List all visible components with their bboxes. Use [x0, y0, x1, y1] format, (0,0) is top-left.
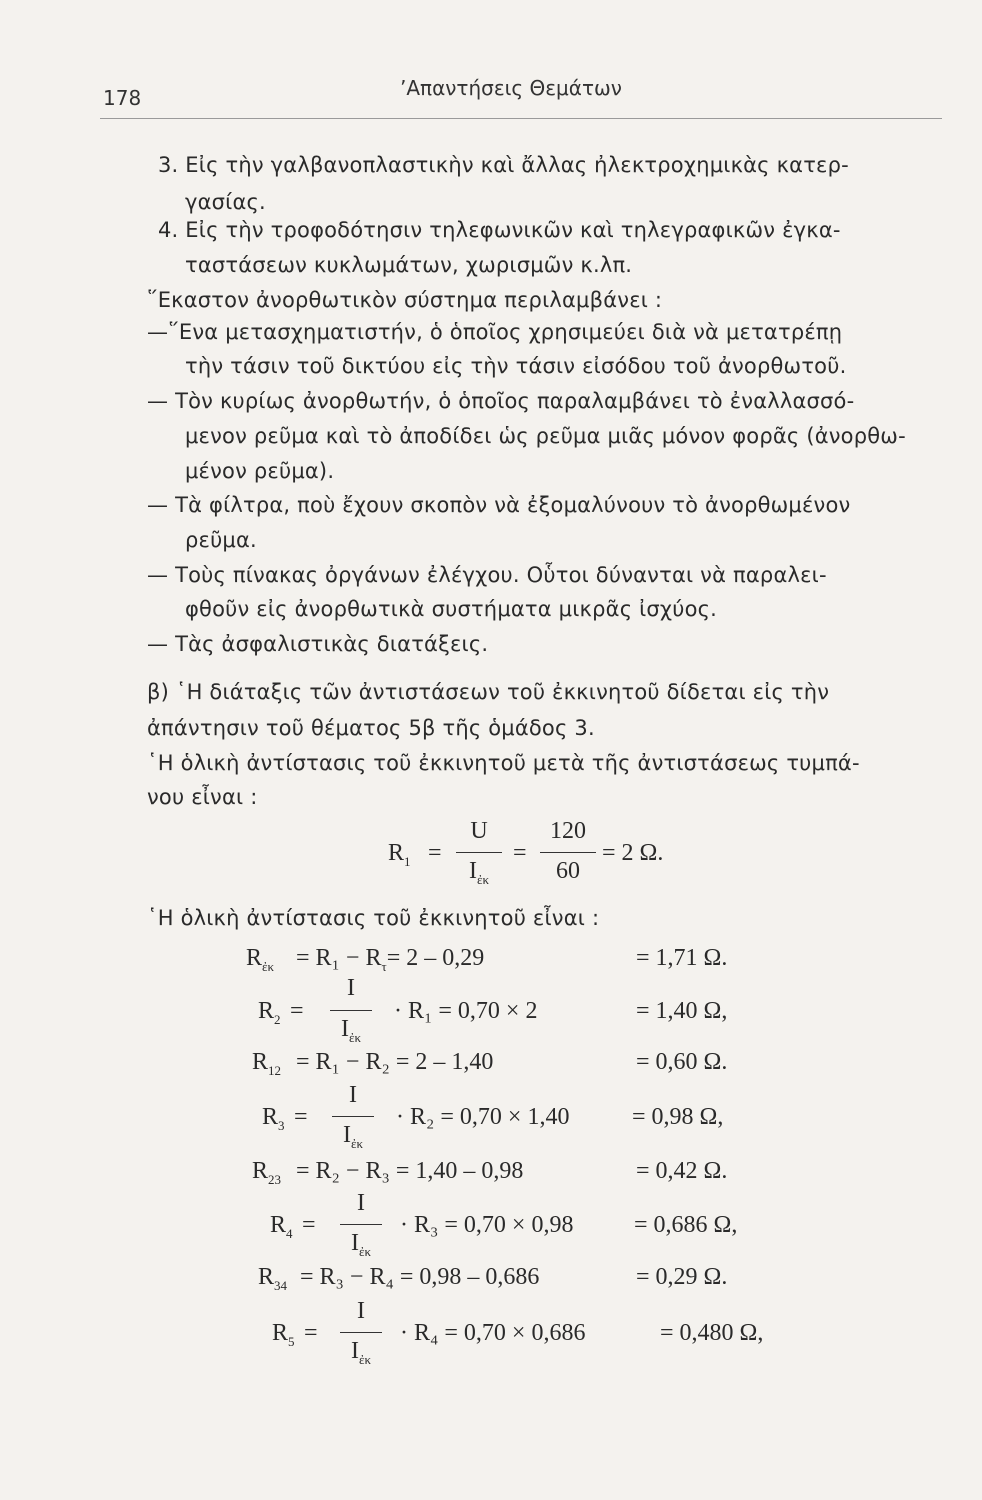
eq-lhs: $R_5$: [272, 1320, 295, 1349]
eq-lhs: $R_{23}$: [252, 1158, 282, 1187]
eq-numerator: I: [357, 1190, 365, 1216]
fraction-bar: [540, 852, 596, 853]
eq-result: = 0,98 Ω,: [632, 1104, 724, 1130]
eq-expression: · R₂ = 0,70 × 1,40: [396, 1104, 570, 1130]
eq-lhs: $R_{ἐ\kappa}$: [246, 945, 275, 974]
eq-expression: = R₁ − R₂ = 2 – 1,40: [296, 1049, 494, 1075]
eq-numerator: 120: [550, 818, 586, 844]
eq-sign: =: [302, 1212, 316, 1238]
text-line: 3. Εἰς τὴν γαλβανοπλαστικὴν καὶ ἄλλας ἠλεκτροχημικὰς κατερ-: [158, 153, 849, 177]
eq-denominator: $I_{ἐ\kappa}$: [342, 1122, 363, 1151]
eq-sign: =: [290, 998, 304, 1024]
eq-result: = 1,40 Ω,: [636, 998, 728, 1024]
text-line: — Τὰ φίλτρα, ποὺ ἔχουν σκοπὸν νὰ ἐξομαλύνουν τὸ ἀνορθωμένον: [147, 493, 851, 517]
fraction-bar: [456, 852, 502, 853]
eq-numerator: I: [349, 1082, 357, 1108]
text-line: μένον ρεῦμα).: [185, 459, 335, 483]
text-line: φθοῦν εἰς ἀνορθωτικὰ συστήματα μικρᾶς ἰσχύος.: [185, 597, 718, 621]
text-line: ταστάσεων κυκλωμάτων, χωρισμῶν κ.λπ.: [185, 253, 633, 277]
page-header-title: ’Απαντήσεις Θεμάτων: [400, 76, 622, 100]
eq-result: = 0,29 Ω.: [636, 1264, 728, 1290]
eq-expression: · R₄ = 0,70 × 0,686: [400, 1320, 586, 1346]
text-line: — Τὸν κυρίως ἀνορθωτήν, ὁ ὁποῖος παραλαμβάνει τὸ ἐναλλασσό-: [147, 389, 855, 413]
eq-denominator: $I_{ἐ\kappa}$: [350, 1230, 371, 1259]
text-line: τὴν τάσιν τοῦ δικτύου εἰς τὴν τάσιν εἰσόδου τοῦ ἀνορθωτοῦ.: [185, 354, 847, 378]
text-line: ἀπάντησιν τοῦ θέματος 5β τῆς ὁμάδος 3.: [147, 716, 595, 740]
fraction-bar: [330, 1010, 372, 1011]
eq-result: = 2 Ω.: [602, 840, 664, 866]
fraction-bar: [332, 1116, 374, 1117]
text-line: β) ῾Η διάταξις τῶν ἀντιστάσεων τοῦ ἐκκινητοῦ δίδεται εἰς τὴν: [147, 680, 830, 704]
text-line: — Τοὺς πίνακας ὀργάνων ἐλέγχου. Οὗτοι δύνανται νὰ παραλει-: [147, 563, 827, 587]
eq-numerator: U: [470, 818, 488, 844]
eq-denominator: $I_{ἐ\kappa}$: [468, 858, 489, 887]
eq-result: = 1,71 Ω.: [636, 945, 728, 971]
eq-numerator: I: [347, 975, 355, 1001]
text-line: ῞Εκαστον ἀνορθωτικὸν σύστημα περιλαμβάνει :: [147, 288, 663, 312]
text-line: —῞Ενα μετασχηματιστήν, ὁ ὁποῖος χρησιμεύει διὰ νὰ μετατρέπῃ: [147, 320, 843, 344]
eq-lhs: $R_4$: [270, 1212, 293, 1241]
text-line: νου εἶναι :: [147, 785, 258, 809]
eq-expression: · R₃ = 0,70 × 0,98: [400, 1212, 574, 1238]
text-line: — Τὰς ἀσφαλιστικὰς διατάξεις.: [147, 632, 489, 656]
eq-sign: =: [304, 1320, 318, 1346]
eq-lhs: $R_2$: [258, 998, 281, 1027]
text-line: ῾Η ὁλικὴ ἀντίστασις τοῦ ἐκκινητοῦ εἶναι :: [147, 906, 600, 930]
eq-result: = 0,42 Ω.: [636, 1158, 728, 1184]
eq-sign: =: [513, 840, 527, 866]
eq-numerator: I: [357, 1298, 365, 1324]
eq-sign: =: [428, 840, 442, 866]
eq-result: = 0,686 Ω,: [634, 1212, 738, 1238]
eq-denominator: $I_{ἐ\kappa}$: [350, 1338, 371, 1367]
text-line: ῾Η ὁλικὴ ἀντίστασις τοῦ ἐκκινητοῦ μετὰ τῆς ἀντιστάσεως τυμπά-: [147, 751, 860, 775]
eq-result: = 0,480 Ω,: [660, 1320, 764, 1346]
eq-lhs: $R_{34}$: [258, 1264, 288, 1293]
text-line: 4. Εἰς τὴν τροφοδότησιν τηλεφωνικῶν καὶ τηλεγραφικῶν ἐγκα-: [158, 218, 841, 242]
eq-lhs: $R_1$: [388, 840, 411, 869]
eq-lhs: $R_{12}$: [252, 1049, 282, 1078]
eq-sign: =: [294, 1104, 308, 1130]
fraction-bar: [340, 1224, 382, 1225]
eq-result: = 0,60 Ω.: [636, 1049, 728, 1075]
text-line: μενον ρεῦμα καὶ τὸ ἀποδίδει ὡς ρεῦμα μιᾶς μόνον φορᾶς (ἀνορθω-: [185, 424, 906, 448]
text-line: ρεῦμα.: [185, 528, 257, 552]
page-number: 178: [103, 86, 142, 110]
eq-expression: = R₃ − R₄ = 0,98 – 0,686: [300, 1264, 540, 1290]
eq-lhs: $R_3$: [262, 1104, 285, 1133]
eq-denominator: $I_{ἐ\kappa}$: [340, 1016, 361, 1045]
fraction-bar: [340, 1332, 382, 1333]
eq-expression: · R₁ = 0,70 × 2: [394, 998, 538, 1024]
header-rule: [100, 118, 942, 119]
eq-expression: = $R_1 - R_\tau= 2 - 0,29$: [296, 945, 485, 974]
text-line: γασίας.: [185, 190, 266, 214]
eq-denominator: 60: [556, 858, 580, 884]
eq-expression: = R₂ − R₃ = 1,40 – 0,98: [296, 1158, 524, 1184]
